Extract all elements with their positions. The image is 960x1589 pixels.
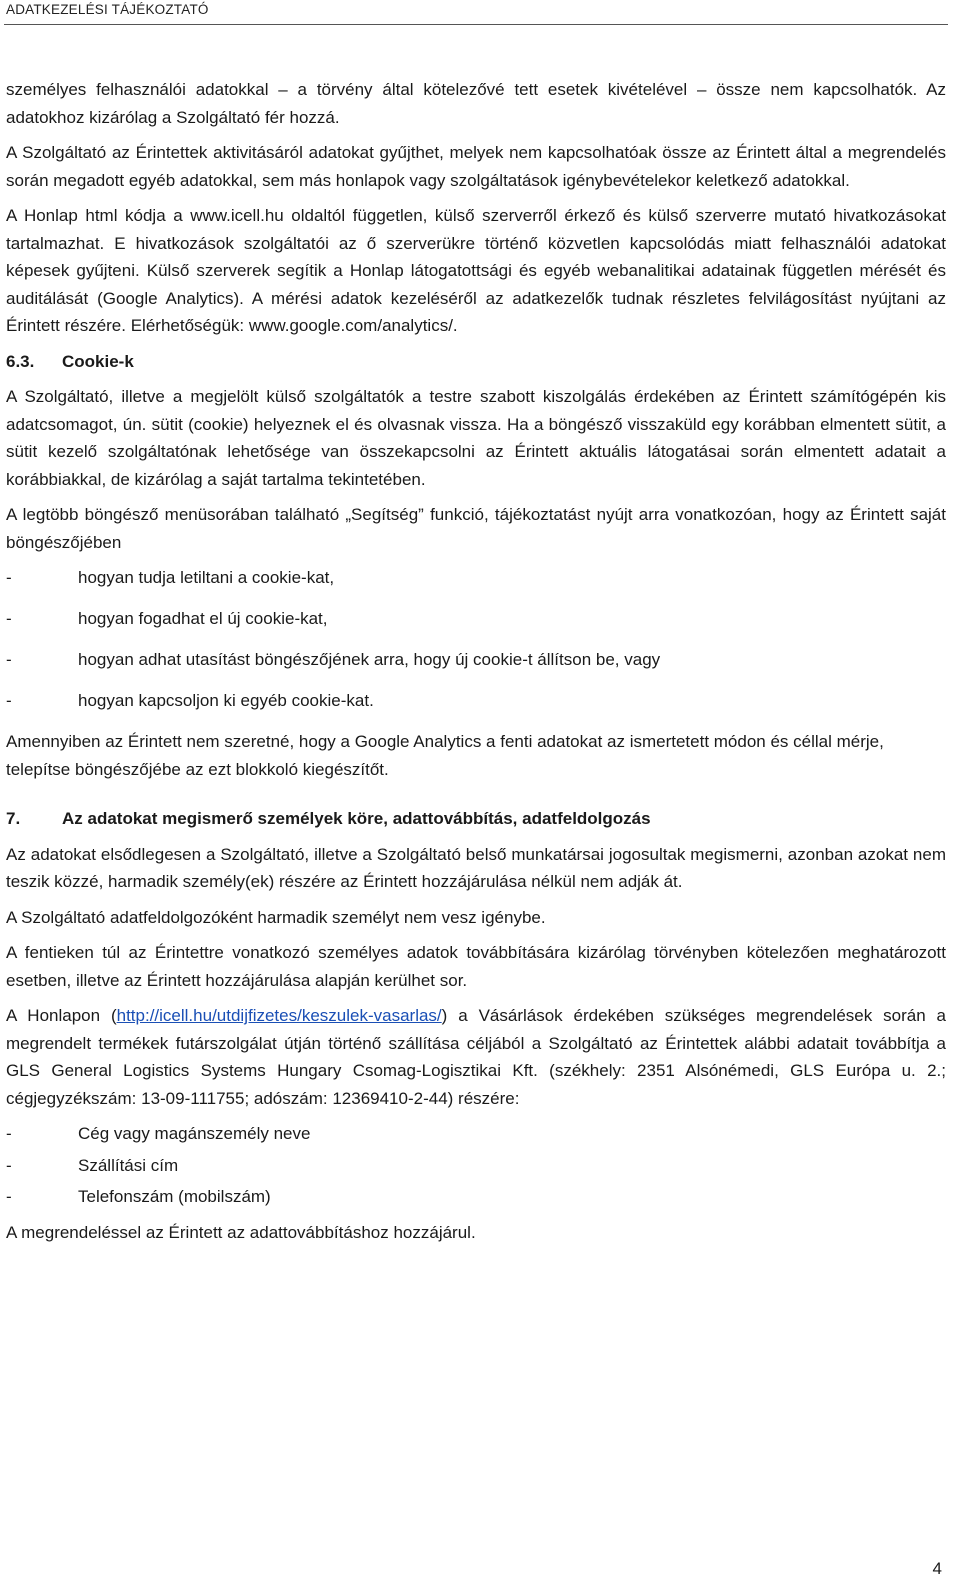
cookie-options-list xyxy=(6,564,946,715)
list-dash: - xyxy=(6,691,12,710)
list-item-text: hogyan kapcsoljon ki egyéb cookie-kat. xyxy=(78,691,374,710)
list-dash: - xyxy=(6,568,12,587)
list-item-text: hogyan fogadhat el új cookie-kat, xyxy=(78,609,328,628)
list-item-text: Telefonszám (mobilszám) xyxy=(78,1187,271,1206)
section-heading-6-3 xyxy=(6,348,946,376)
list-item-text: hogyan tudja letiltani a cookie-kat, xyxy=(78,568,335,587)
section-title: Az adatokat megismerő személyek köre, adattovábbítás, adatfeldolgozás xyxy=(62,809,651,828)
paragraph-external-links: A Honlap html kódja a www.icell.hu oldaltól független, külső szerverről érkező és külső szerverre mutató hivatkozásokat tartalmazhat. E hivatkozások szolgáltatói az ő szerverükre történő közvetlen kapcsolódás miatt felhasználói adatokat képesek gyűjteni. Külső szerverek segítik a Honlap látogatottsági és egyéb webanalitikai adatainak független mérését és auditálását (Google Analytics). A mérési adatok kezeléséről az adatkezelők tudnak részletes felvilágosítást nyújtani az Érintett részére. Elérhetőségük: www.google.com/analytics/. xyxy=(6,206,946,335)
list-item xyxy=(6,1120,946,1148)
list-item xyxy=(6,687,946,715)
paragraph-analytics-optout: Amennyiben az Érintett nem szeretné, hogy a Google Analytics a fenti adatokat az ismertetett módon és céllal mérje, telepítse böngészőjébe az ezt blokkoló kiegészítőt. xyxy=(6,732,884,779)
paragraph-no-processor: A Szolgáltató adatfeldolgozóként harmadik személyt nem vesz igénybe. xyxy=(6,907,546,927)
paragraph-continued: személyes felhasználói adatokkal – a törvény által kötelezővé tett esetek kivételével – össze nem kapcsolhatók. Az adatokhoz kizárólag a Szolgáltató fér hozzá. xyxy=(6,80,946,127)
list-item-text: hogyan adhat utasítást böngészőjének arra, hogy új cookie-t állítson be, vagy xyxy=(78,650,661,669)
document-body xyxy=(6,76,946,1254)
list-item xyxy=(6,564,946,592)
paragraph-data-access: Az adatokat elsődlegesen a Szolgáltató, illetve a Szolgáltató belső munkatársai jogosultak megismerni, azonban azokat nem teszik közzé, harmadik személy(ek) részére az Érintett hozzájárulása nélkül nem adják át. xyxy=(6,844,946,891)
page-number: 4 xyxy=(932,1559,942,1578)
paragraph-legal-transfer: A fentieken túl az Érintettre vonatkozó személyes adatok továbbítására kizárólag törvényben kötelezően meghatározott esetben, illetve az Érintett hozzájárulása alapján kerülhet sor. xyxy=(6,943,946,990)
purchase-page-link[interactable]: http://icell.hu/utdijfizetes/keszulek-vasarlas/ xyxy=(116,1006,442,1025)
list-dash: - xyxy=(6,1155,12,1175)
list-dash: - xyxy=(6,609,12,628)
paragraph-consent: A megrendeléssel az Érintett az adattovábbításhoz hozzájárul. xyxy=(6,1222,476,1242)
list-item-text: Szállítási cím xyxy=(78,1155,179,1175)
list-dash: - xyxy=(6,650,12,669)
section-title: Cookie-k xyxy=(62,351,134,371)
running-header: ADATKEZELÉSI TÁJÉKOZTATÓ xyxy=(6,2,209,17)
paragraph-gls-transfer xyxy=(6,1002,946,1112)
list-item xyxy=(6,1152,946,1180)
list-item xyxy=(6,1183,946,1211)
paragraph-browser-help: A legtöbb böngésző menüsorában található „Segítség” funkció, tájékoztatást nyújt arra vonatkozóan, hogy az Érintett saját böngészőjében xyxy=(6,505,946,552)
list-item-text: Cég vagy magánszemély neve xyxy=(78,1124,311,1143)
section-number: 7. xyxy=(6,809,21,828)
header-rule xyxy=(4,24,948,25)
section-number: 6.3. xyxy=(6,351,35,371)
paragraph-cookies-intro: A Szolgáltató, illetve a megjelölt külső szolgáltatók a testre szabott kiszolgálás érdekében az Érintett számítógépén kis adatcsomagot, ún. sütit (cookie) helyeznek el és olvasnak vissza. Ha a böngésző visszaküld egy korábban elmentett sütit, a sütit kezelő szolgáltatónak lehetősége van összekapcsolni az Érintett aktuális látogatásai során elmentett adatait a korábbiakkal, de kizárólag a saját tartalma tekintetében. xyxy=(6,387,946,489)
text-segment: ) a Vásárlások érdekében szükséges megrendelések során a megrendelt termékek futárszolgálat útján történő szállítása céljából a Szolgáltató az Érintettek alábbi adatait továbbítja a GLS General Logistics Systems Hungary Csomag-Logisztikai Kft. (székhely: 2351 Alsónémedi, GLS Európa u. 2.; cégjegyzékszám: 13-09-111755; adószám: 12369410-2-44) részére: xyxy=(6,1006,946,1108)
list-dash: - xyxy=(6,1124,12,1143)
text-segment: A Honlapon ( xyxy=(6,1006,117,1025)
transferred-data-list xyxy=(6,1120,946,1211)
section-heading-7 xyxy=(6,805,946,833)
list-item xyxy=(6,605,946,633)
list-item xyxy=(6,646,946,674)
list-dash: - xyxy=(6,1187,12,1206)
paragraph-activity-data: A Szolgáltató az Érintettek aktivitásáról adatokat gyűjthet, melyek nem kapcsolhatóak össze az Érintett által a megrendelés során megadott egyéb adatokkal, sem más honlapok vagy szolgáltatások igénybevételekor keletkező adatokkal. xyxy=(6,143,946,190)
